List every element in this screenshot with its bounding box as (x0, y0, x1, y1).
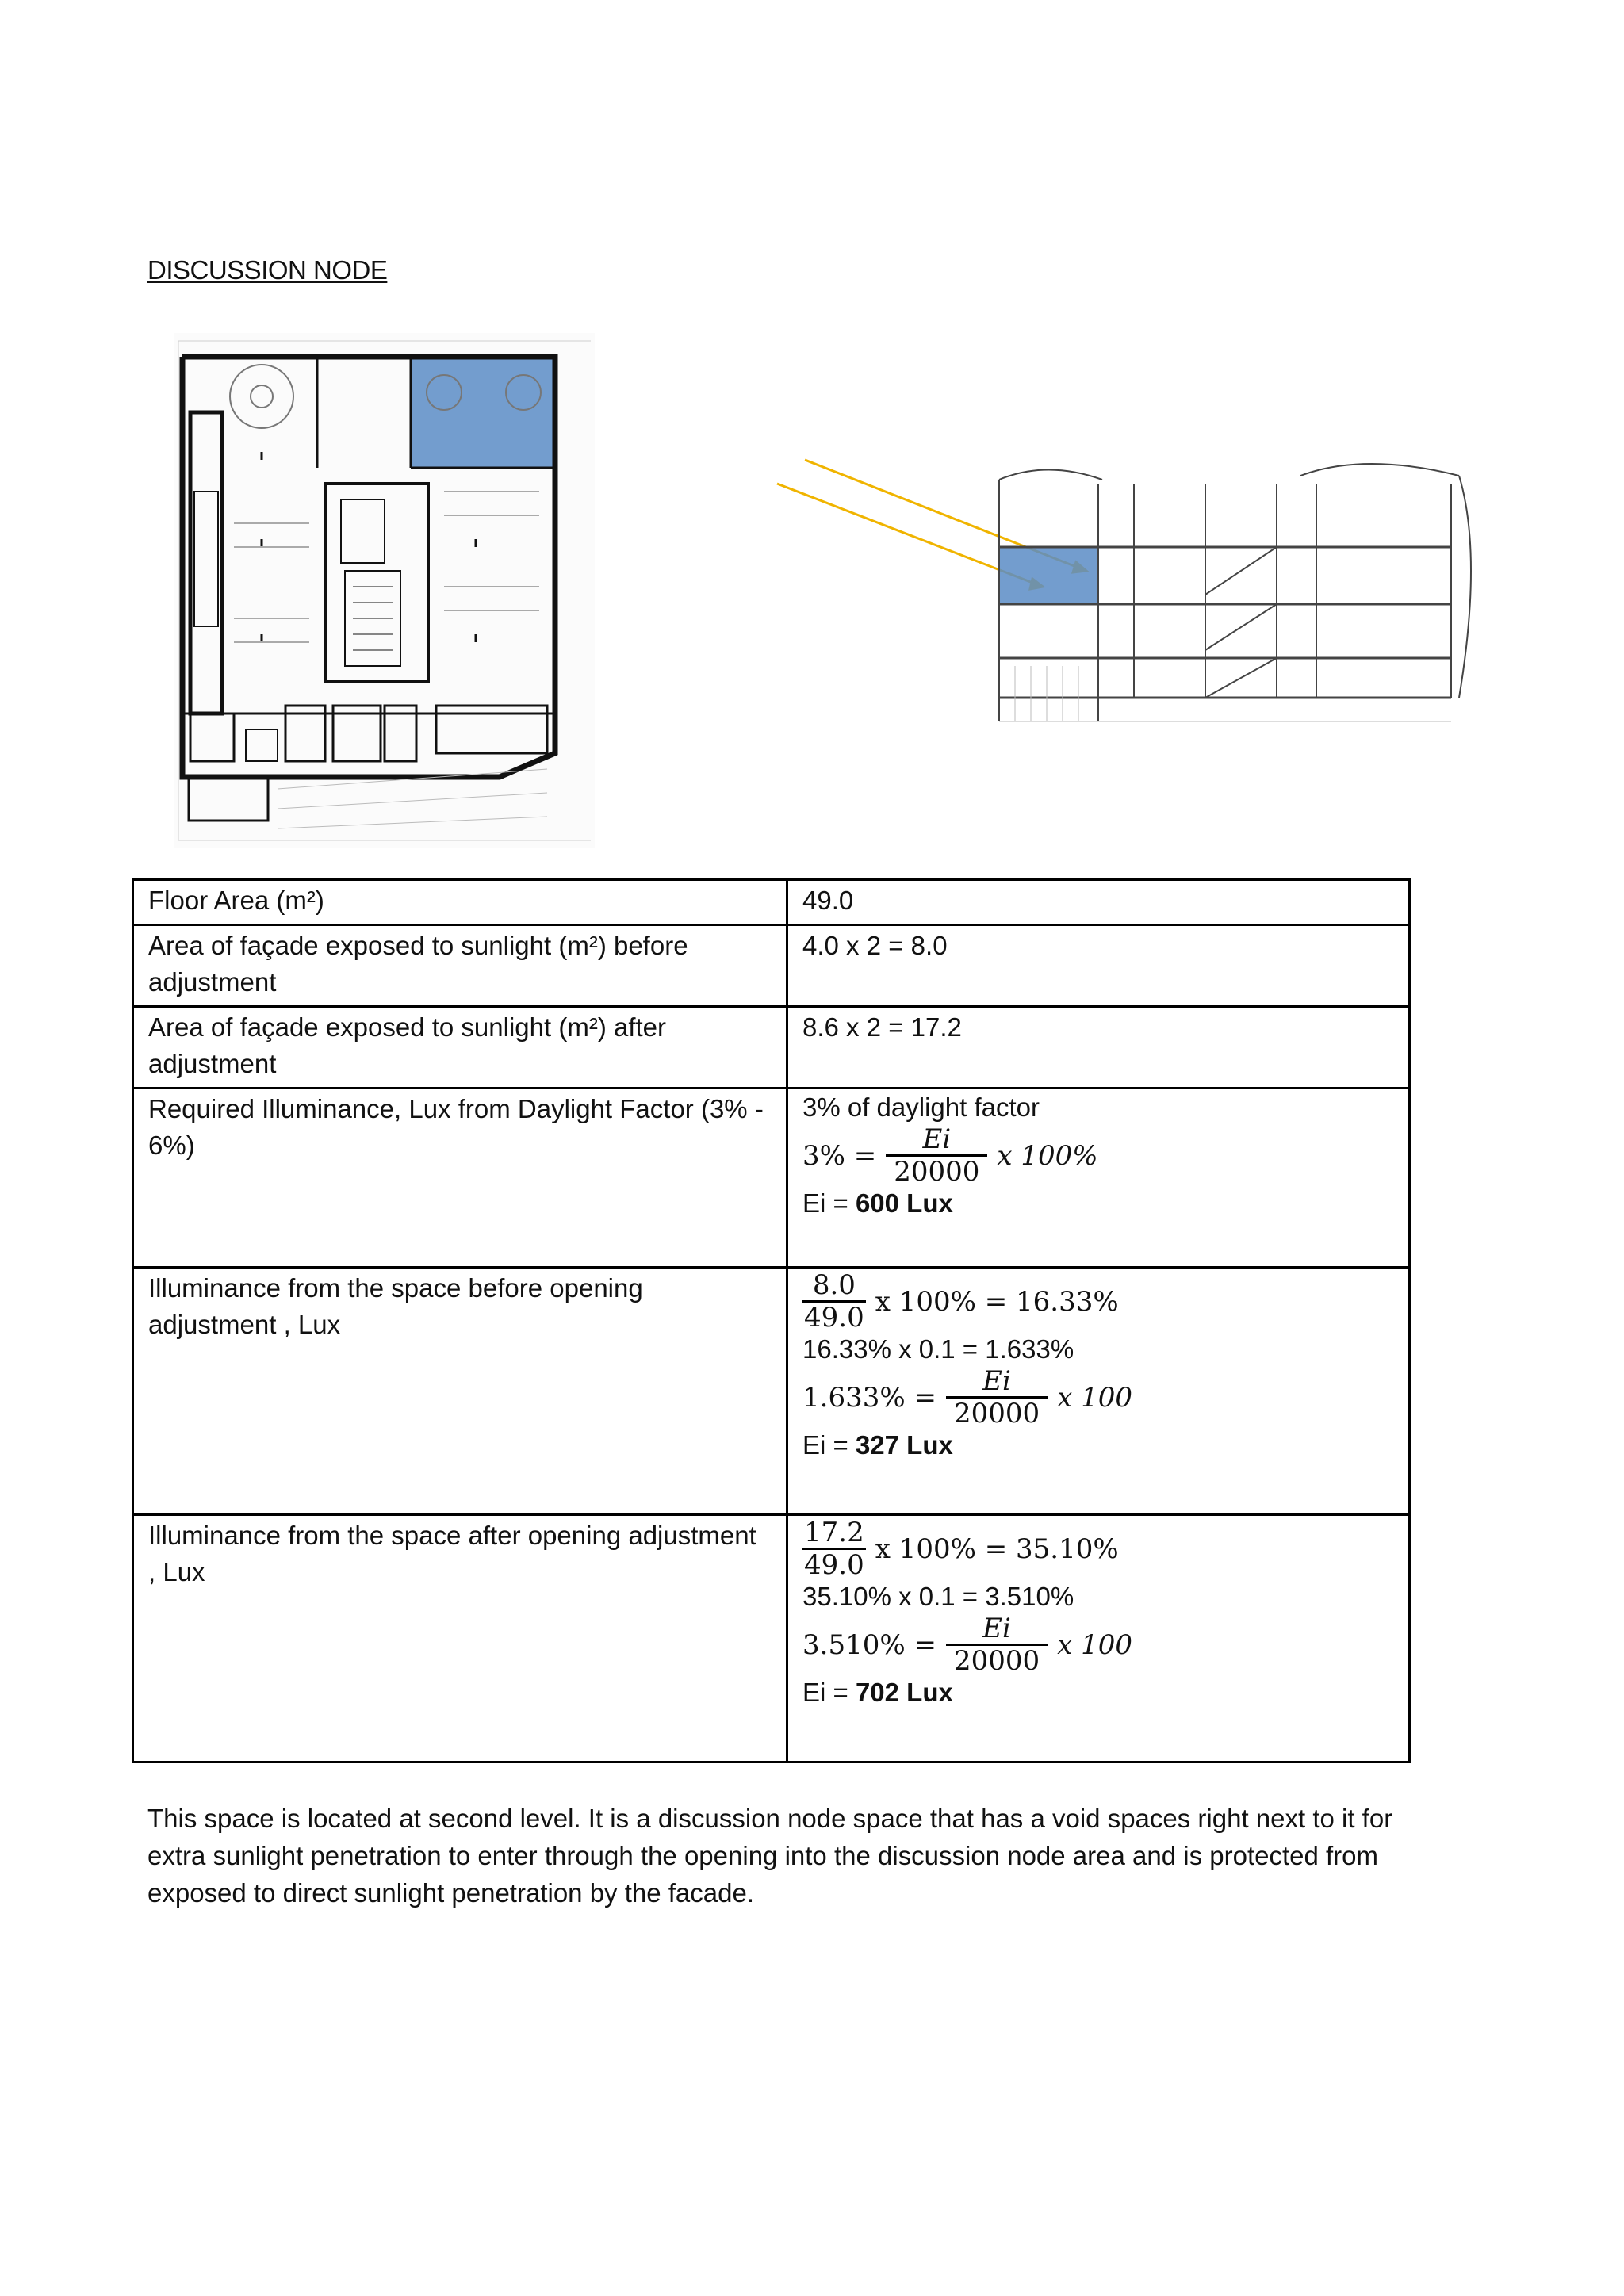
fraction-numerator: Ei (982, 1365, 1011, 1397)
before-ratio-equation (802, 1270, 1392, 1333)
paragraph-line: exposed to direct sunlight penetration by the facade. (147, 1878, 755, 1908)
facade-before-value: 4.0 x 2 = 8.0 (787, 925, 1410, 1007)
required-ei: Ei = 600 Lux (802, 1188, 953, 1218)
before-ei-equation (802, 1366, 1392, 1429)
before-ei: Ei = 327 Lux (802, 1430, 953, 1460)
equation-lhs: 3.510% = (802, 1628, 936, 1661)
table-row (133, 1268, 1410, 1515)
floor-area-value: 49.0 (787, 880, 1410, 925)
equation-lhs: 3% = (802, 1139, 877, 1172)
section-drawing (761, 436, 1491, 745)
fraction-numerator: Ei (982, 1613, 1011, 1644)
after-step: 35.10% x 0.1 = 3.510% (802, 1582, 1074, 1611)
facade-after-label: Area of façade exposed to sunlight (m²) after adjustment (133, 1007, 787, 1089)
table-row (133, 880, 1410, 925)
fraction (946, 1613, 1048, 1676)
table-row (133, 1089, 1410, 1268)
fraction (886, 1124, 987, 1187)
highlighted-room (411, 357, 555, 468)
fraction-denominator: 49.0 (804, 1549, 864, 1581)
fraction-denominator: 20000 (946, 1396, 1048, 1429)
description-paragraph (147, 1800, 1496, 1911)
required-illuminance-value (787, 1089, 1410, 1268)
after-ei: Ei = 702 Lux (802, 1678, 953, 1707)
fraction-numerator: 8.0 (812, 1269, 856, 1301)
illuminance-table (132, 878, 1411, 1763)
paragraph-line: extra sunlight penetration to enter through the opening into the discussion node area and is protected from (147, 1841, 1379, 1870)
equation-rhs: x 100 (1057, 1628, 1132, 1661)
fraction-denominator: 20000 (886, 1154, 987, 1187)
equation-lhs: 1.633% = (802, 1381, 936, 1414)
page-heading: DISCUSSION NODE (147, 255, 388, 285)
equation-rhs: x 100% = 35.10% (875, 1533, 1119, 1565)
equation-rhs: x 100 (1057, 1381, 1132, 1414)
table-row (133, 925, 1410, 1007)
required-illuminance-label: Required Illuminance, Lux from Daylight Factor (3% - 6%) (133, 1089, 787, 1268)
fraction (802, 1270, 866, 1333)
fraction-numerator: Ei (922, 1123, 952, 1155)
required-line: 3% of daylight factor (802, 1093, 1040, 1122)
floor-area-label: Floor Area (m²) (133, 880, 787, 925)
facade-before-label: Area of façade exposed to sunlight (m²) before adjustment (133, 925, 787, 1007)
highlighted-room (999, 547, 1098, 604)
before-opening-label: Illuminance from the space before opening adjustment , Lux (133, 1268, 787, 1515)
equation-rhs: x 100% = 16.33% (875, 1285, 1119, 1318)
after-ei-equation (802, 1613, 1392, 1676)
after-opening-value (787, 1515, 1410, 1762)
floor-plan-drawing (174, 333, 595, 848)
equation-rhs: x 100% (997, 1139, 1098, 1172)
paragraph-line: This space is located at second level. It is a discussion node space that has a void spaces right next to it for (147, 1804, 1393, 1833)
fraction-denominator: 20000 (946, 1644, 1048, 1676)
before-opening-value (787, 1268, 1410, 1515)
after-ratio-equation (802, 1517, 1392, 1580)
fraction-numerator: 17.2 (804, 1517, 864, 1548)
fraction (946, 1366, 1048, 1429)
table-row (133, 1515, 1410, 1762)
required-equation (802, 1124, 1392, 1187)
before-step: 16.33% x 0.1 = 1.633% (802, 1334, 1074, 1364)
after-opening-label: Illuminance from the space after opening adjustment , Lux (133, 1515, 787, 1762)
fraction (802, 1517, 866, 1580)
facade-after-value: 8.6 x 2 = 17.2 (787, 1007, 1410, 1089)
table-row (133, 1007, 1410, 1089)
fraction-denominator: 49.0 (804, 1302, 864, 1334)
